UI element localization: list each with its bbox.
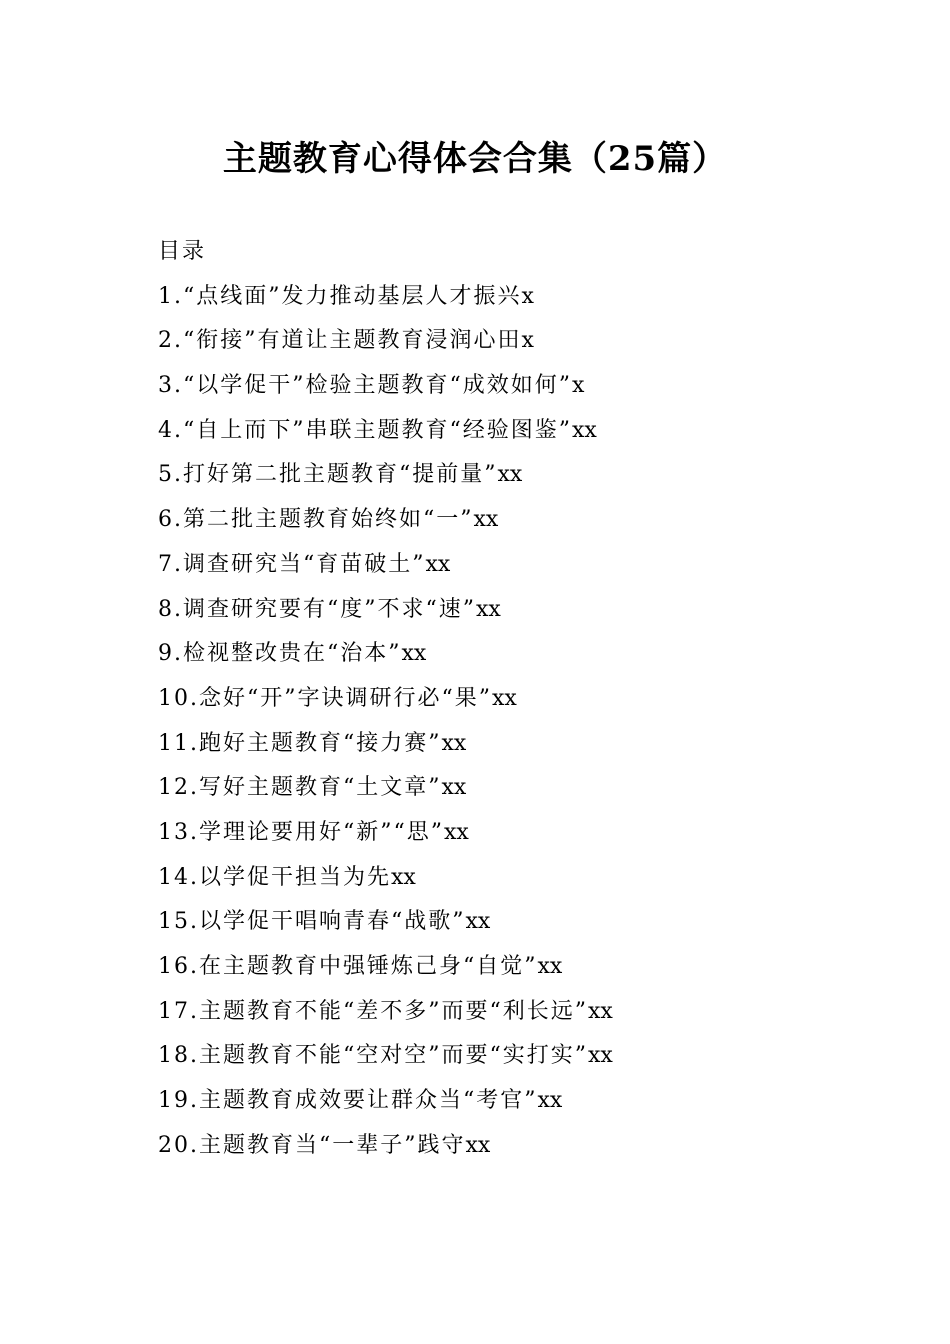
toc-item-title: “以学促干”检验主题教育“成效如何”	[183, 373, 572, 399]
toc-item-number: 10.	[158, 685, 199, 711]
toc-item-page: xx	[425, 551, 451, 577]
toc-item[interactable]	[158, 277, 878, 322]
toc-item-page: xx	[441, 775, 467, 801]
toc-item-page: xx	[473, 507, 499, 533]
toc-item-title: 调查研究当“育苗破土”	[183, 551, 426, 577]
document-title: 主题教育心得体会合集（25篇）	[222, 139, 728, 179]
toc-item-page: xx	[588, 998, 613, 1024]
toc-item-number: 12.	[158, 775, 199, 801]
toc-item-number: 2.	[158, 328, 183, 354]
toc-item-title: 在主题教育中强锤炼己身“自觉”	[199, 954, 538, 979]
toc-item-title: 打好第二批主题教育“提前量”	[183, 462, 498, 488]
toc-item-number: 6.	[158, 507, 183, 533]
toc-item-number: 17.	[158, 998, 199, 1024]
toc-item-title: 以学促干担当为先	[199, 864, 392, 890]
toc-item[interactable]	[158, 634, 878, 679]
toc-item-number: 5.	[158, 462, 183, 488]
toc-item-title: 调查研究要有“度”不求“速”	[183, 596, 476, 622]
toc-item-number: 20.	[158, 1132, 199, 1158]
toc-item-number: 18.	[158, 1043, 199, 1069]
toc-item-number: 4.	[158, 417, 183, 443]
toc-item-page: xx	[476, 596, 501, 622]
toc-item[interactable]	[158, 590, 878, 635]
toc-item-page: xx	[492, 685, 517, 711]
toc-item-number: 13.	[158, 819, 199, 845]
toc-item-title: “点线面”发力推动基层人才振兴	[183, 283, 522, 309]
toc-item-number: 19.	[158, 1088, 199, 1114]
table-of-contents	[158, 232, 878, 1170]
toc-item[interactable]	[158, 1081, 878, 1126]
toc-item-page: xx	[444, 819, 469, 845]
toc-item-title: “自上而下”串联主题教育“经验图鉴”	[183, 417, 572, 443]
toc-item-title: 主题教育不能“空对空”而要“实打实”	[199, 1043, 588, 1069]
toc-item[interactable]	[158, 724, 878, 769]
toc-item-page: xx	[391, 864, 416, 890]
toc-item[interactable]	[158, 813, 878, 858]
toc-item-number: 1.	[158, 283, 183, 309]
toc-item-title: 以学促干唱响青春“战歌”	[199, 909, 466, 935]
toc-item-page: xx	[401, 641, 427, 667]
toc-item-page: x	[521, 283, 534, 309]
toc-item-page: xx	[441, 730, 467, 756]
toc-item-number: 8.	[158, 596, 183, 622]
toc-item[interactable]	[158, 411, 878, 456]
toc-item[interactable]	[158, 768, 878, 813]
toc-item-page: xx	[537, 954, 563, 979]
toc-item[interactable]	[158, 1126, 878, 1171]
toc-item[interactable]	[158, 992, 878, 1037]
toc-item-page: xx	[497, 462, 523, 488]
toc-item-title: 主题教育当“一辈子”践守	[199, 1132, 466, 1158]
toc-item-title: 检视整改贵在“治本”	[183, 641, 402, 667]
toc-item[interactable]	[158, 500, 878, 545]
toc-item-page: xx	[537, 1088, 563, 1114]
toc-item-page: x	[572, 373, 585, 399]
toc-item-title: 主题教育成效要让群众当“考官”	[199, 1088, 538, 1114]
toc-item-title: “衔接”有道让主题教育浸润心田	[183, 328, 522, 354]
toc-item-page: xx	[588, 1043, 613, 1069]
toc-item[interactable]	[158, 858, 878, 903]
toc-item-number: 14.	[158, 864, 199, 890]
toc-item-page: xx	[465, 909, 491, 935]
toc-item-number: 15.	[158, 909, 199, 935]
toc-item-title: 第二批主题教育始终如“一”	[183, 507, 474, 533]
toc-heading: 目录	[158, 239, 207, 264]
toc-item[interactable]	[158, 366, 878, 411]
toc-item-number: 11.	[158, 730, 199, 756]
toc-item[interactable]	[158, 545, 878, 590]
toc-item-number: 9.	[158, 641, 183, 667]
toc-item[interactable]	[158, 455, 878, 500]
toc-item[interactable]	[158, 321, 878, 366]
toc-item-page: xx	[465, 1132, 491, 1158]
toc-item-title: 主题教育不能“差不多”而要“利长远”	[199, 998, 588, 1024]
toc-item[interactable]	[158, 679, 878, 724]
toc-item[interactable]	[158, 1036, 878, 1081]
toc-item-title: 学理论要用好“新”“思”	[199, 819, 444, 845]
toc-item-page: xx	[572, 417, 597, 443]
toc-item-title: 念好“开”字诀调研行必“果”	[199, 685, 492, 711]
toc-item[interactable]	[158, 947, 878, 992]
toc-item-number: 3.	[158, 373, 183, 399]
toc-item-page: x	[521, 328, 534, 354]
toc-list	[158, 277, 878, 1171]
toc-item-number: 16.	[158, 954, 199, 979]
toc-item-title: 跑好主题教育“接力赛”	[199, 730, 442, 756]
toc-item-title: 写好主题教育“土文章”	[199, 775, 442, 801]
toc-item[interactable]	[158, 902, 878, 947]
toc-item-number: 7.	[158, 551, 183, 577]
